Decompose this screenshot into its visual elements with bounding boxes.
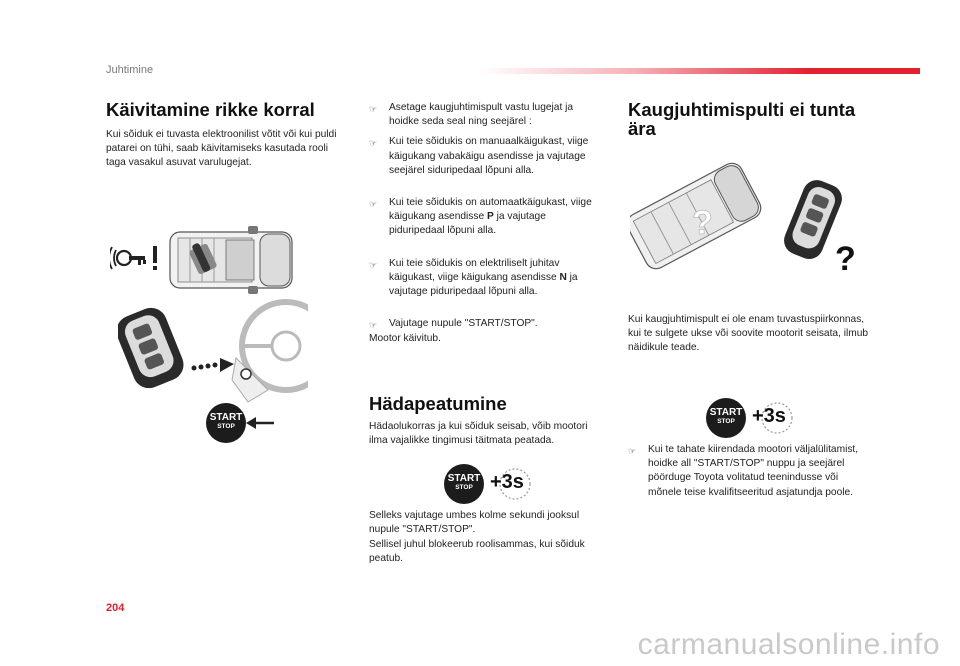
page-number: 204	[106, 602, 125, 614]
plus-3s-label: +3s	[490, 471, 524, 493]
engine-starts-text: Mootor käivitub.	[369, 333, 441, 345]
list-item: ☞ Kui te tahate kiirendada mootori väljalülitamist, hoidke all "START/STOP" nuppu ja seejärel pöörduge Toyota volitatud teenindusse või mõnele teise kvalifitseeritud asjatundja poole.	[628, 443, 868, 500]
remote-key-fob	[118, 303, 188, 393]
hold-3-seconds-indicator	[490, 467, 532, 501]
pointing-hand-icon: ☞	[369, 259, 378, 270]
emergency-stop-text: Hädaolukorras ja kui sõiduk seisab, võib mootori ilma vajalikke tingimusi täitmata peatada.	[369, 421, 588, 447]
remote-not-detected-text: Kui kaugjuhtimispult ei ole enam tuvastuspiirkonnas, kui te sulgete ukse või soovite mootorit seisata, ilmub näidikule teade.	[628, 314, 869, 354]
dotted-arrow-icon	[192, 358, 235, 372]
car-remote-unknown-illustration	[630, 152, 870, 282]
pointing-hand-icon: ☞	[628, 446, 637, 456]
list-item: ☞ Vajutage nupule "START/STOP".	[369, 317, 604, 332]
start-label: START	[209, 412, 243, 423]
car-top-view-illustration	[110, 220, 300, 300]
steering-wheel	[232, 302, 308, 402]
watermark: carmanualsonline.info	[637, 628, 940, 661]
section-title-remote-not-detected: Kaugjuhtimispulti ei tunta ära	[628, 99, 856, 139]
start-stop-button: START STOP	[706, 398, 746, 438]
question-mark-icon: ?	[692, 204, 713, 242]
section-title-emergency-start: Käivitamine rikke korral	[106, 99, 315, 120]
start-stop-button	[206, 403, 246, 443]
pointing-hand-icon: ☞	[369, 138, 378, 149]
steering-lock-note: Sellisel juhul blokeerub roolisammas, kui sõiduk peatub.	[369, 539, 585, 565]
instruction-list	[369, 101, 604, 347]
arrow-left-icon	[246, 415, 276, 431]
section-title-emergency-stop: Hädapeatumine	[369, 393, 507, 414]
plus-3s-label: +3s	[752, 405, 786, 427]
list-item: ☞ Kui teie sõidukis on elektriliselt juhitav käigukast, viige käigukang asendisse N ja vajutage piduripedaal lõpuni alla.	[369, 257, 604, 300]
question-mark-icon: ?	[835, 240, 856, 278]
list-item: ☞ Kui teie sõidukis on manuaalkäigukast, viige käigukang vabakäigu asendisse ja vajutage seejärel siduripedaal lõpuni alla.	[369, 135, 604, 178]
list-item: ☞ Asetage kaugjuhtimispult vastu lugejat ja hoidke seda seal ning seejärel :	[369, 101, 604, 129]
pointing-hand-icon: ☞	[369, 104, 378, 114]
remote-instruction-list	[628, 443, 868, 500]
hold-3-seconds-indicator	[752, 401, 794, 435]
header-rule	[480, 68, 920, 74]
emergency-stop-instruction: Selleks vajutage umbes kolme sekundi jooksul nupule "START/STOP".	[369, 510, 580, 536]
key-fob-reader-illustration	[118, 298, 308, 408]
start-stop-button: START STOP	[444, 464, 484, 504]
section-label: Juhtimine	[106, 64, 154, 76]
intro-paragraph: Kui sõiduk ei tuvasta elektroonilist võtit või kui puldi patarei on tühi, saab käivitamiseks kasutada rooli taga vasakul asuvat varulugejat.	[106, 129, 337, 169]
pointing-hand-icon: ☞	[369, 320, 378, 331]
stop-label: STOP	[217, 423, 235, 430]
pointing-hand-icon: ☞	[369, 199, 378, 210]
key-warning-icon	[110, 246, 157, 270]
list-item: ☞ Kui teie sõidukis on automaatkäigukast, viige käigukang asendisse P ja vajutage piduripedaal lõpuni alla.	[369, 196, 604, 239]
